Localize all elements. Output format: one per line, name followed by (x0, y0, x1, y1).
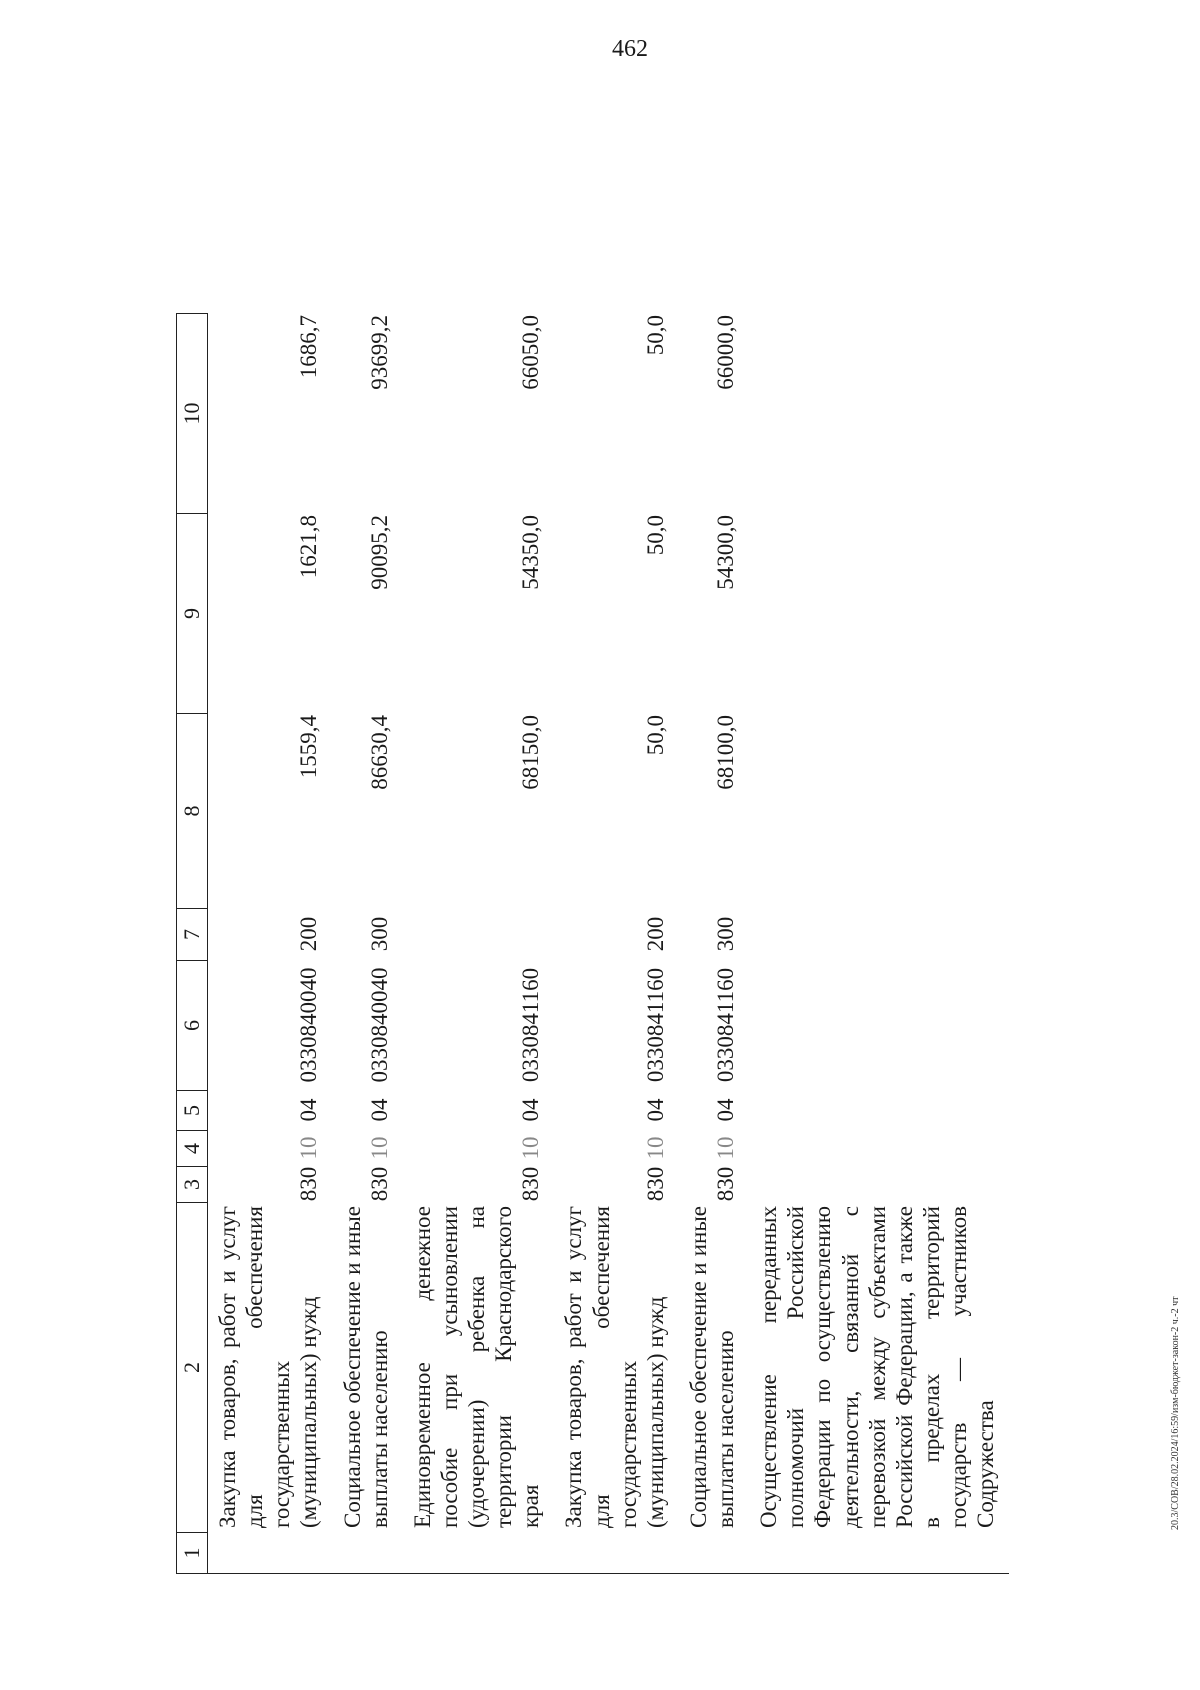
row-3-col-10: 50,0 (642, 315, 668, 356)
row-2-col-9: 54350,0 (518, 515, 544, 590)
row-0-col-8: 1559,4 (296, 715, 322, 779)
row-5-col-5 (749, 1090, 1009, 1130)
row-1-description: Социальное обеспечение и иные выплаты населению (339, 1206, 392, 1528)
row-4-col-10: 66000,0 (713, 315, 738, 390)
row-3-col-3: 830 (642, 1166, 668, 1202)
row-1-col-9: 90095,2 (366, 515, 392, 590)
row-0-col-10: 1686,7 (296, 315, 322, 379)
row-2-col-7 (403, 908, 555, 960)
table-grid (176, 74, 1009, 1574)
header-col-3: 3 (176, 1166, 208, 1202)
row-2-description: Единовременное денежное пособие при усыновлении (удочерении) ребенка на территории Краснодарского края (409, 1206, 544, 1528)
row-4-col-4: 10 (713, 1136, 738, 1160)
header-col-2: 2 (176, 1202, 208, 1532)
row-2-col-3: 830 (518, 1166, 544, 1202)
row-5-col-6 (749, 960, 1009, 1090)
row-0-col-5: 04 (296, 1098, 322, 1122)
row-1-col-7: 300 (366, 916, 392, 952)
row-1-col-6: 0330840040 (366, 967, 392, 1083)
row-3-col-7: 200 (642, 916, 668, 952)
row-1-col-10: 93699,2 (366, 315, 392, 390)
header-col-8: 8 (176, 713, 208, 908)
page-number: 462 (612, 36, 648, 62)
row-5-col-9 (749, 513, 1009, 713)
row-1-col-3: 830 (366, 1166, 392, 1202)
header-col-6: 6 (176, 960, 208, 1090)
budget-table (176, 74, 999, 1574)
row-2-col-6: 0330841160 (518, 967, 544, 1083)
row-4-col-3: 830 (713, 1166, 738, 1202)
row-4-col-1 (679, 1532, 749, 1574)
row-2-col-1 (403, 1532, 555, 1574)
row-4-col-5: 04 (713, 1098, 738, 1122)
row-5-col-3 (749, 1166, 1009, 1202)
row-0-col-3: 830 (296, 1166, 322, 1202)
header-col-10: 10 (176, 313, 208, 513)
row-3-col-6: 0330841160 (642, 967, 668, 1083)
header-col-1: 1 (176, 1532, 208, 1574)
row-2-col-5: 04 (518, 1098, 544, 1122)
row-5-col-1 (749, 1532, 1009, 1574)
row-4-description: Социальное обеспечение и иные выплаты населению (685, 1206, 738, 1528)
document-stamp: 20.3/СОВ/28.02.2024/16:59/изм-бюджет-закон-2 ч.-2 чт (1170, 1296, 1181, 1530)
row-2-col-8: 68150,0 (518, 715, 544, 790)
row-0-description: Закупка товаров, работ и услуг для обеспечения государственных (муниципальных) нужд (215, 1206, 322, 1528)
row-0-col-4: 10 (296, 1136, 322, 1160)
row-5-col-10 (749, 313, 1009, 513)
row-2-col-10: 66050,0 (518, 315, 544, 390)
row-5-description: Осуществление переданных полномочий Российской Федерации по осуществлению деятельности, связанной с перевозкой между субъектами Российской Федерации, а также в пределах территорий государств — участников Содружества (756, 1206, 999, 1528)
row-3-col-5: 04 (642, 1098, 668, 1122)
row-3-col-4: 10 (642, 1136, 668, 1160)
row-5-col-7 (749, 908, 1009, 960)
row-3-description: Закупка товаров, работ и услуг для обеспечения государственных (муниципальных) нужд (561, 1206, 668, 1528)
row-4-col-8: 68100,0 (713, 715, 738, 790)
row-4-col-6: 0330841160 (713, 967, 738, 1083)
header-col-5: 5 (176, 1090, 208, 1130)
row-1-col-5: 04 (366, 1098, 392, 1122)
header-col-4: 4 (176, 1130, 208, 1166)
row-0-col-6: 0330840040 (296, 967, 322, 1083)
row-0-col-7: 200 (296, 916, 322, 952)
row-3-col-9: 50,0 (642, 515, 668, 556)
row-3-col-1 (554, 1532, 679, 1574)
row-2-col-4: 10 (518, 1136, 544, 1160)
row-4-col-9: 54300,0 (713, 515, 738, 590)
row-5-col-4 (749, 1130, 1009, 1166)
row-0-col-9: 1621,8 (296, 515, 322, 579)
row-1-col-4: 10 (366, 1136, 392, 1160)
row-3-col-8: 50,0 (642, 715, 668, 756)
row-0-col-1 (208, 1532, 333, 1574)
row-1-col-1 (333, 1532, 403, 1574)
row-1-col-8: 86630,4 (366, 715, 392, 790)
row-5-col-8 (749, 713, 1009, 908)
header-col-9: 9 (176, 513, 208, 713)
row-4-col-7: 300 (713, 916, 738, 952)
header-col-7: 7 (176, 908, 208, 960)
